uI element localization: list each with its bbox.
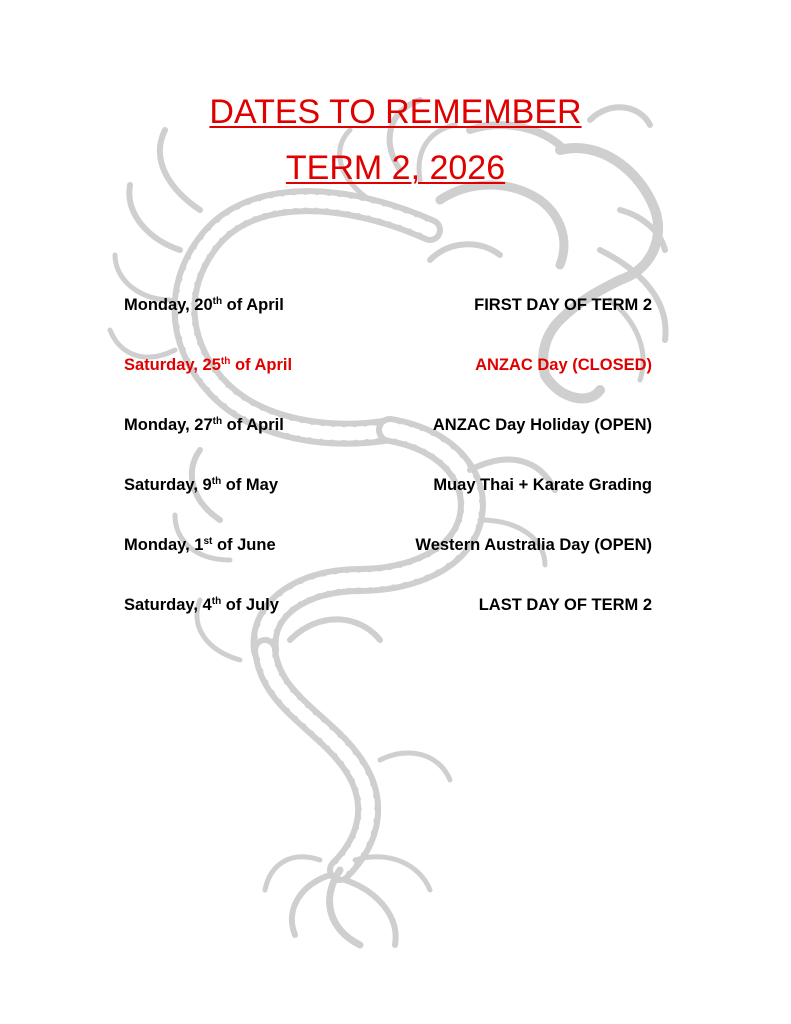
date-label: Monday, 20th of April [124, 296, 284, 314]
title-block [0, 84, 791, 196]
event-label: LAST DAY OF TERM 2 [478, 596, 652, 614]
page-subtitle: TERM 2, 2026 [285, 149, 506, 187]
date-label: Monday, 1st of June [124, 536, 276, 554]
event-label: ANZAC Day Holiday (OPEN) [432, 416, 652, 434]
page-title: DATES TO REMEMBER [209, 93, 582, 131]
list-item [124, 296, 652, 356]
date-label: Monday, 27th of April [124, 416, 284, 434]
event-label: ANZAC Day (CLOSED) [475, 356, 652, 374]
date-label: Saturday, 9th of May [124, 476, 279, 494]
list-item [124, 416, 652, 476]
event-label: FIRST DAY OF TERM 2 [474, 296, 652, 314]
list-item [124, 356, 652, 416]
date-label: Saturday, 25th of April [124, 356, 293, 374]
list-item [124, 536, 652, 596]
date-label: Saturday, 4th of July [124, 596, 279, 614]
list-item [124, 596, 652, 656]
dates-list [124, 296, 652, 656]
event-label: Western Australia Day (OPEN) [415, 536, 652, 554]
event-label: Muay Thai + Karate Grading [433, 476, 652, 494]
list-item [124, 476, 652, 536]
